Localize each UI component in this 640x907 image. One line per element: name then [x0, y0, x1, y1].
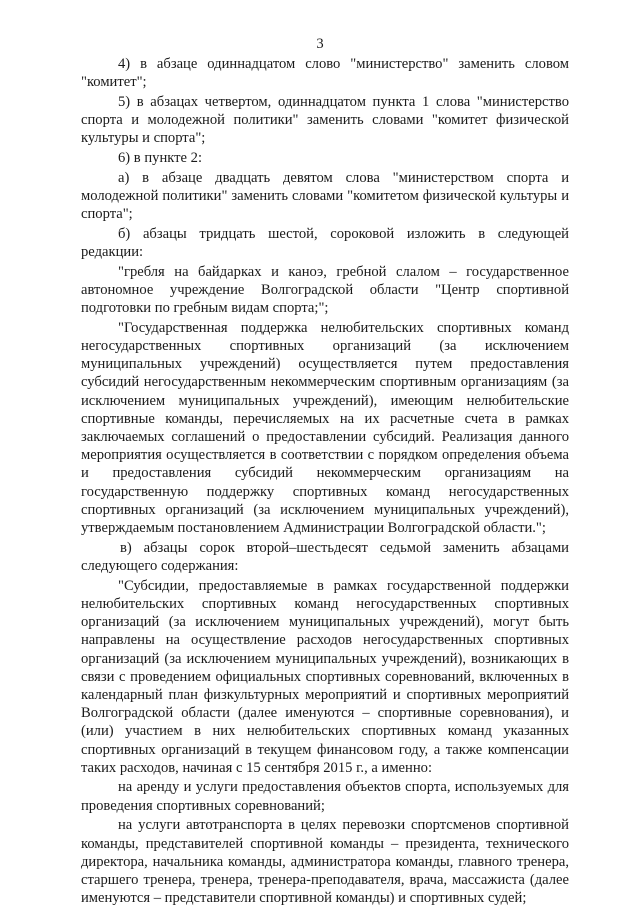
paragraph-item-6: 6) в пункте 2: — [118, 150, 203, 167]
paragraph-transport-services: на услуги автотранспорта в целях перевозки спортсменов спортивной команды, представителей спортивной команды – президента, технического директора, начальника команды, администратора команды, главного тренера, старшего тренера, тренера, тренера-преподавателя, врача, массажиста (далее именуются – представители спортивной команды) и спортивных судей; — [81, 817, 569, 907]
paragraph-subitem-v: в) абзацы сорок второй–шестьдесят седьмой заменить абзацами следующего содержания: — [81, 539, 569, 574]
document-body — [81, 55, 569, 907]
paragraph-rent-services: на аренду и услуги предоставления объектов спорта, используемых для проведения спортивных соревнований; — [81, 779, 569, 814]
paragraph-item-4: 4) в абзаце одиннадцатом слово "министерство" заменить словом "комитет"; — [81, 56, 569, 91]
page-number: 3 — [316, 36, 324, 52]
paragraph-subitem-b: б) абзацы тридцать шестой, сороковой изложить в следующей редакции: — [81, 225, 569, 261]
paragraph-item-5: 5) в абзацах четвертом, одиннадцатом пункта 1 слова "министерство спорта и молодежной политики" заменить словами "комитет физической культуры и спорта"; — [81, 93, 569, 147]
quoted-paragraph-subsidies: "Субсидии, предоставляемые в рамках государственной поддержки нелюбительских спортивных команд негосударственных спортивных организаций (за исключением муниципальных учреждений), могут быть направлены на осуществление расходов негосударственных спортивных организаций (за исключением муниципальных учреждений), возникающих в связи с проведением официальных спортивных соревнований, включенных в календарный план физкультурных мероприятий и спортивных мероприятий Волгоградской области (далее именуются – спортивные соревнования), и (или) участием в них нелюбительских спортивных команд указанных спортивных организаций в текущем финансовом году, а также компенсации таких расходов, начиная с 15 сентября 2015 г., а именно: — [81, 577, 569, 776]
paragraph-subitem-a: а) в абзаце двадцать девятом слова "министерством спорта и молодежной политики" заменить словами "комитетом физической культуры и спорта"; — [81, 169, 569, 223]
quoted-paragraph-state-support: "Государственная поддержка нелюбительских спортивных команд негосударственных спортивных организаций (за исключением муниципальных учреждений) осуществляется путем предоставления субсидий негосударственным некоммерческим спортивным организациям (за исключением муниципальных учреждений), имеющим нелюбительские спортивные команды, перечисляемых на их расчетные счета в рамках заключаемых соглашений о предоставлении субсидий. Реализация данного мероприятия осуществляется в соответствии с порядком определения объема и предоставления субсидий некоммерческим организациям на государственную поддержку спортивных команд негосударственных спортивных организаций (за исключением муниципальных учреждений), утверждаемым постановлением Администрации Волгоградской области."; — [81, 319, 569, 537]
quoted-paragraph-rowing: "гребля на байдарках и каноэ, гребной слалом – государственное автономное учреждение Волгоградской области "Центр спортивной подготовки по гребным видам спорта;"; — [81, 263, 569, 317]
